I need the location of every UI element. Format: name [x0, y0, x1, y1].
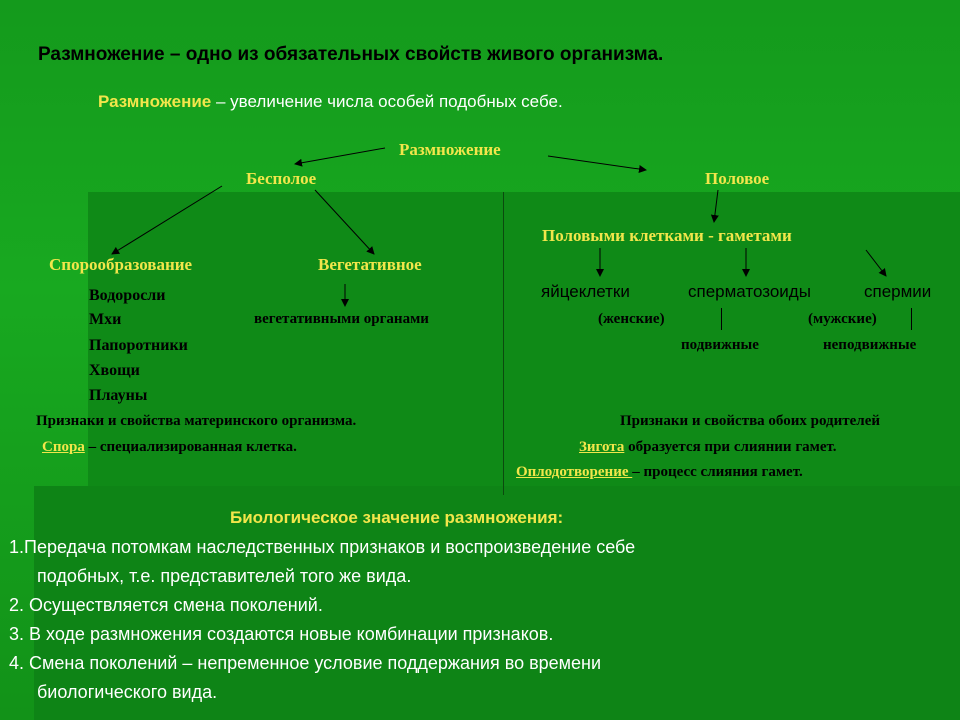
- fertilization-text: – процесс слияния гамет.: [632, 464, 803, 480]
- spore-definition: [42, 439, 297, 456]
- fertilization-term: Оплодотворение: [516, 464, 633, 480]
- significance-item-3: 3. В ходе размножения создаются новые комбинации признаков.: [9, 624, 554, 644]
- zygote-definition: [579, 439, 837, 456]
- label-male: (мужские): [808, 311, 877, 327]
- organism-clubmosses: Плауны: [89, 387, 148, 404]
- arrow-asexual-to-spore: [112, 186, 222, 254]
- male-bracket: [911, 308, 912, 330]
- arrow-sexual-to-gametes: [714, 190, 718, 222]
- zygote-text: образуется при слиянии гамет.: [624, 439, 837, 455]
- spore-text: – специализированная клетка.: [84, 439, 297, 455]
- arrow-gametes-to-spermia: [866, 250, 886, 276]
- slide-title: Размножение – одно из обязательных свойств живого организма.: [38, 44, 664, 65]
- fertilization-definition: [516, 464, 803, 481]
- arrow-root-to-asexual: [295, 148, 385, 164]
- node-sexual: Половое: [705, 169, 770, 188]
- significance-item-4: 4. Смена поколений – непременное условие поддержания во времени: [9, 653, 602, 673]
- arrow-asexual-to-vegetative: [315, 190, 374, 254]
- organism-ferns: Папоротники: [89, 337, 188, 354]
- definition: [98, 92, 563, 112]
- female-bracket: [721, 308, 722, 330]
- node-asexual: Бесполое: [246, 169, 317, 188]
- arrow-root-to-sexual: [548, 156, 646, 170]
- zygote-term: Зигота: [579, 439, 625, 455]
- node-sporulation: Спорообразование: [49, 255, 193, 274]
- sexual-traits: Признаки и свойства обоих родителей: [620, 413, 881, 429]
- vegetative-organs-note: вегетативными органами: [254, 311, 429, 327]
- significance-heading: Биологическое значение размножения:: [230, 508, 564, 527]
- significance-item-1: 1.Передача потомкам наследственных признаков и воспроизведение себе: [9, 537, 636, 557]
- label-mobile: подвижные: [681, 337, 759, 353]
- spore-term: Спора: [42, 439, 85, 455]
- asexual-traits: Признаки и свойства материнского организма.: [36, 413, 357, 429]
- node-vegetative: Вегетативное: [318, 255, 422, 274]
- organism-horsetails: Хвощи: [89, 362, 140, 379]
- organism-mosses: Мхи: [89, 311, 122, 328]
- significance-item-2: 2. Осуществляется смена поколений.: [9, 595, 323, 615]
- definition-text: – увеличение числа особей подобных себе.: [211, 92, 563, 111]
- cell-sperm: сперматозоиды: [688, 282, 811, 301]
- organism-algae: Водоросли: [89, 287, 166, 304]
- cell-egg: яйцеклетки: [541, 282, 630, 301]
- node-gametes: Половыми клетками - гаметами: [542, 226, 792, 245]
- label-immobile: неподвижные: [823, 337, 917, 353]
- node-reproduction: Размножение: [399, 140, 501, 159]
- label-female: (женские): [598, 311, 665, 327]
- definition-term: Размножение: [98, 92, 212, 111]
- significance-item-1-cont: подобных, т.е. представителей того же вида.: [37, 566, 412, 586]
- significance-item-4-cont: биологического вида.: [37, 682, 218, 702]
- cell-spermia: спермии: [864, 282, 932, 301]
